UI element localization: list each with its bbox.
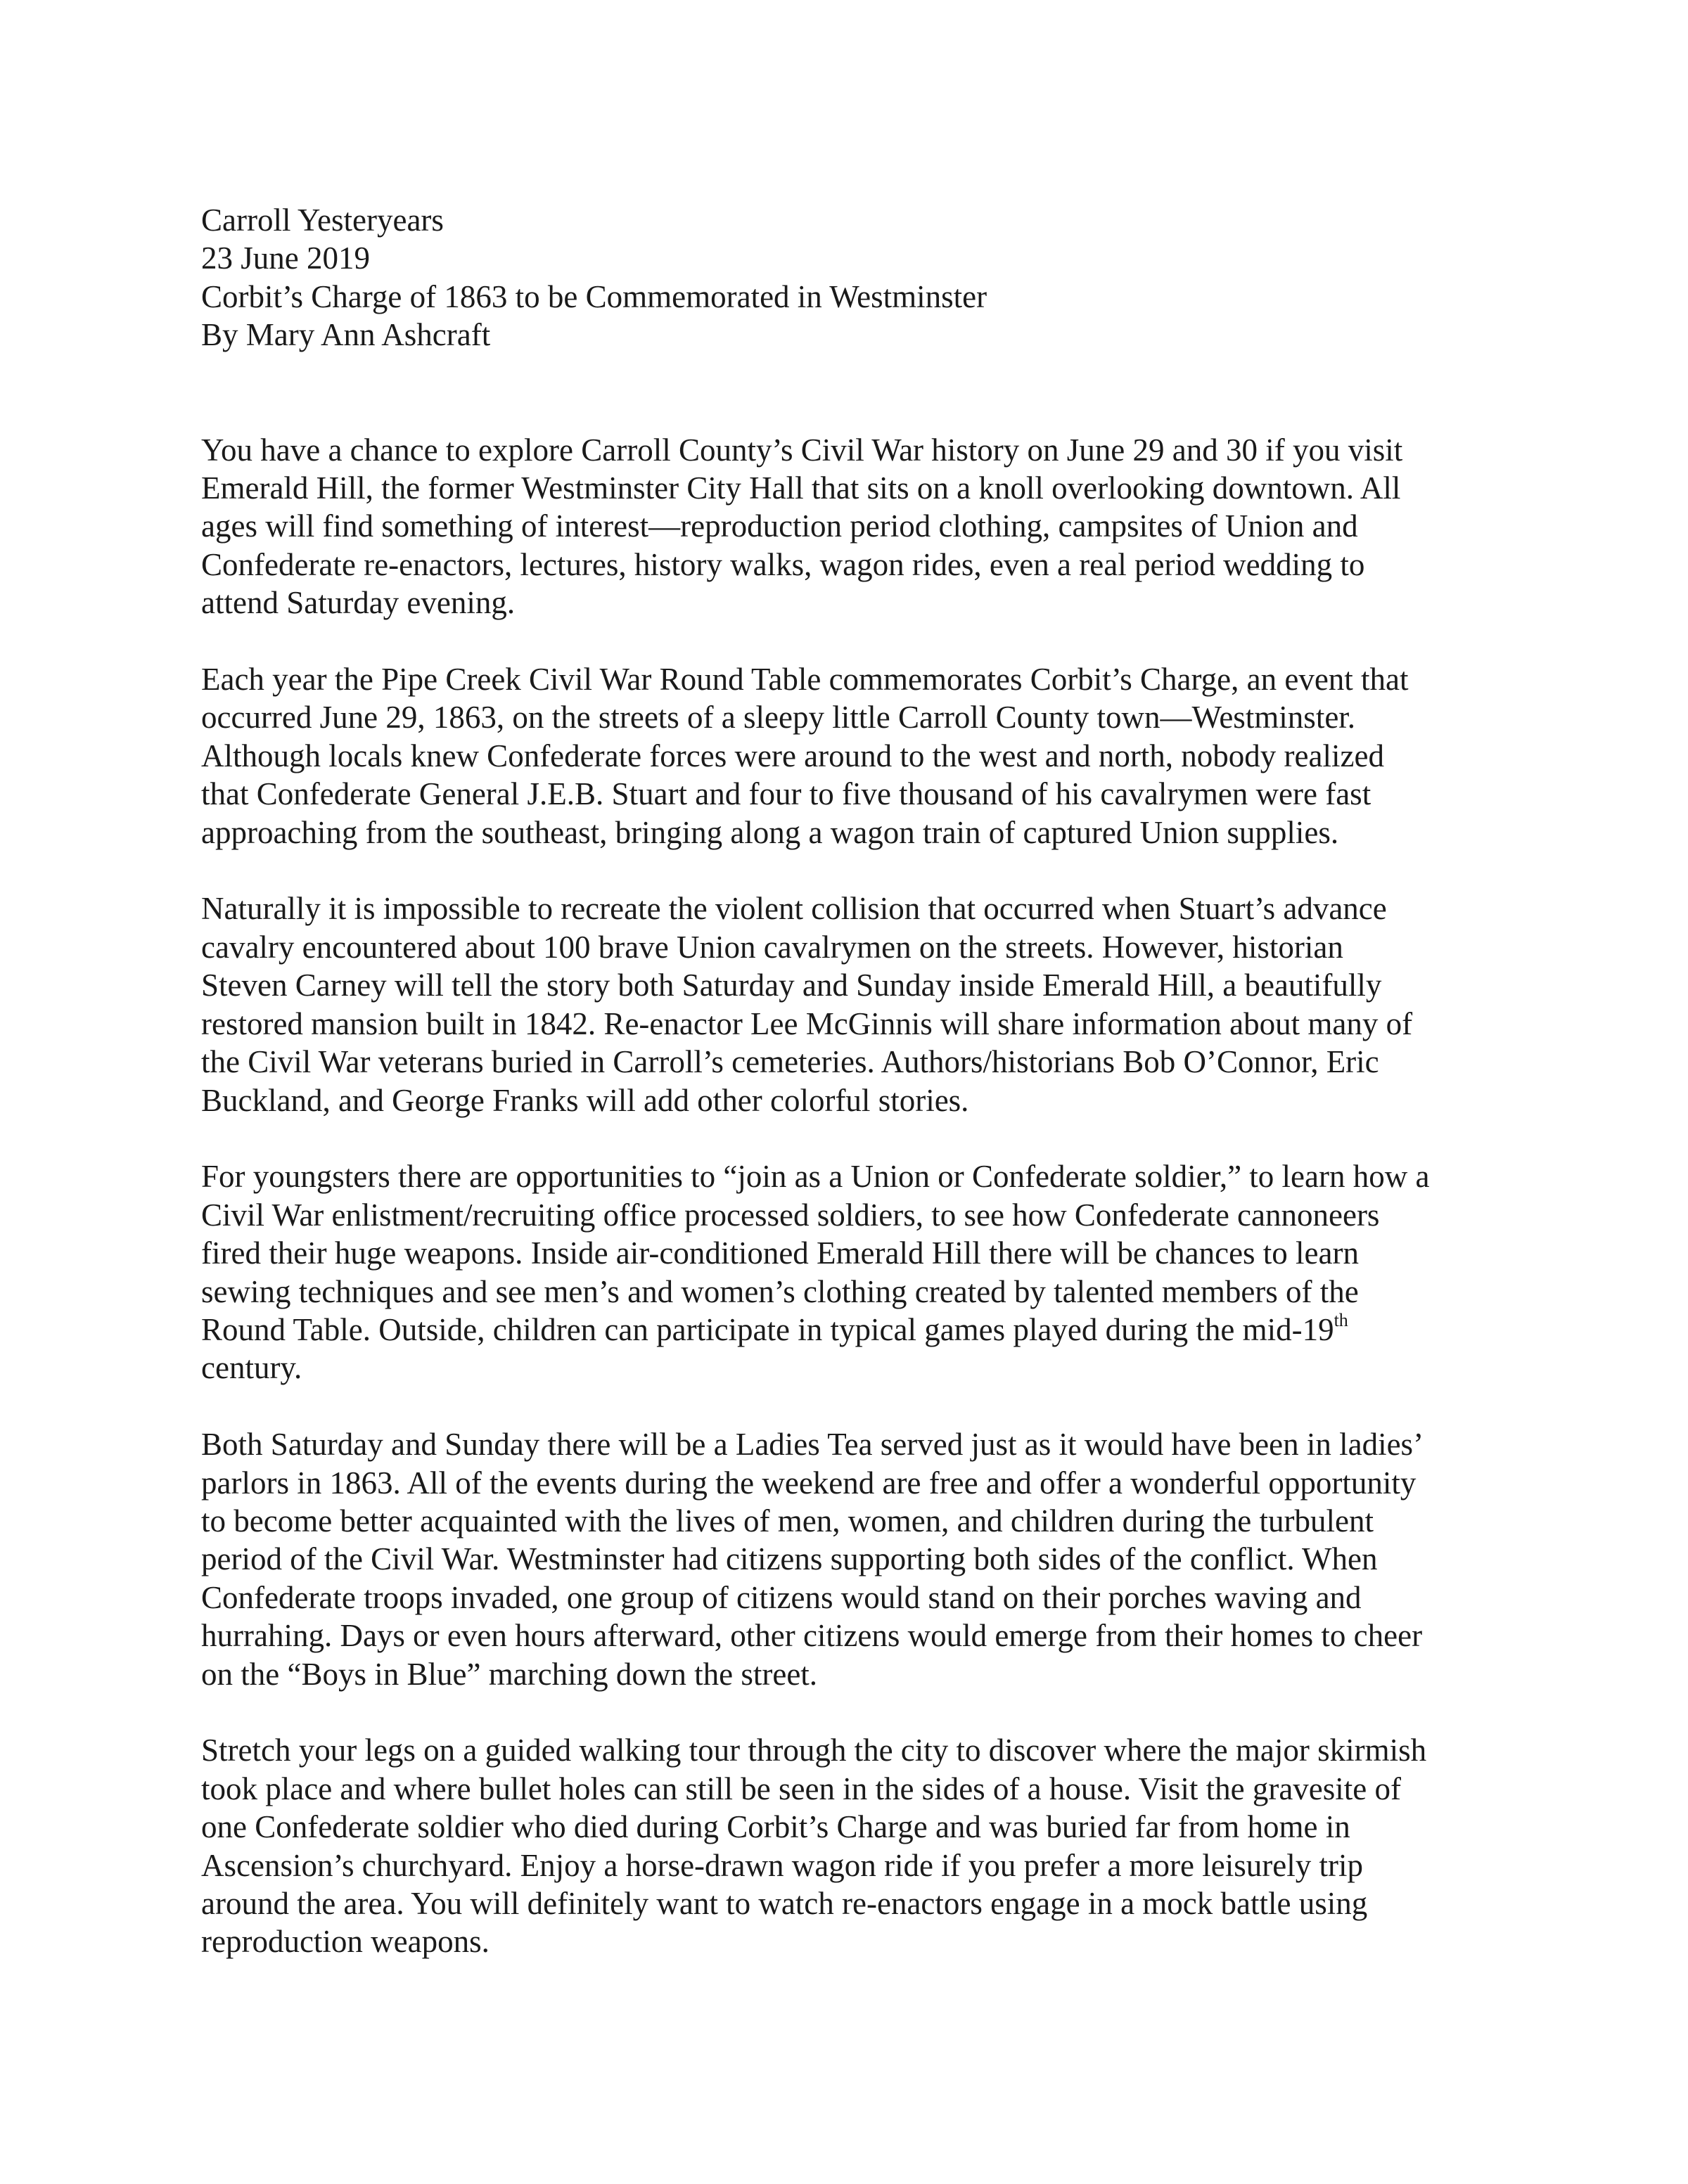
article-text bbox=[201, 431, 1509, 1961]
paragraph-intro: You have a chance to explore Carroll County’s Civil War history on June 29 and 30 if you visit Emerald Hill, the former Westminster City Hall that sits on a knoll overlooking downtown. All ages will find something of interest—reproduction period clothing, campsites of Union and Confederate re-enactors, lectures, history walks, wagon rides, even a real period wedding to attend Saturday evening. bbox=[201, 432, 1403, 621]
paragraph-round-table: Each year the Pipe Creek Civil War Round Table commemorates Corbit’s Charge, an event that occurred June 29, 1863, on the streets of a sleepy little Carroll County town—Westminster. Although locals knew Confederate forces were around to the west and north, nobody realized that Confederate General J.E.B. Stuart and four to five thousand of his cavalrymen were fast approaching from the southeast, bringing along a wagon train of captured Union supplies. bbox=[201, 662, 1409, 850]
paragraph-ladies-tea: Both Saturday and Sunday there will be a Ladies Tea served just as it would have been in ladies’ parlors in 1863. All of the events during the weekend are free and offer a wonderful opportunity to become better acquainted with the lives of men, women, and children during the turbulent period of the Civil War. Westminster had citizens supporting both sides of the conflict. When Confederate troops invaded, one group of citizens would stand on their porches waving and hurrahing. Days or even hours afterward, other citizens would emerge from their homes to cheer on the “Boys in Blue” marching down the street. bbox=[201, 1427, 1424, 1692]
paragraph-youngsters-end: century. bbox=[201, 1350, 302, 1386]
byline: By Mary Ann Ashcraft bbox=[201, 317, 491, 353]
paragraph-walking-tour: Stretch your legs on a guided walking tour through the city to discover where the major skirmish took place and where bullet holes can still be seen in the sides of a house. Visit the gravesite of one Confederate soldier who died during Corbit’s Charge and was buried far from home in Ascension’s churchyard. Enjoy a horse-drawn wagon ride if you prefer a more leisurely trip around the area. You will definitely want to watch re-enactors engage in a mock battle using reproduction weapons. bbox=[201, 1733, 1427, 1960]
paragraph-youngsters bbox=[201, 1157, 1509, 1387]
column-name: Carroll Yesteryears bbox=[201, 203, 444, 238]
paragraph-youngsters-text: For youngsters there are opportunities to “join as a Union or Confederate soldier,” to learn how a Civil War enlistment/recruiting office processed soldiers, to see how Confederate cannoneers fired their huge weapons. Inside air-conditioned Emerald Hill there will be chances to learn sewing techniques and see men’s and women’s clothing created by talented members of the Round Table. Outside, children can participate in typical games played during the mid-19 bbox=[201, 1159, 1430, 1347]
publication-date: 23 June 2019 bbox=[201, 240, 370, 276]
paragraph-historians: Naturally it is impossible to recreate the violent collision that occurred when Stuart’s advance cavalry encountered about 100 brave Union cavalrymen on the streets. However, historian Steven Carney will tell the story both Saturday and Sunday inside Emerald Hill, a beautifully restored mansion built in 1842. Re-enactor Lee McGinnis will share information about many of the Civil War veterans buried in Carroll’s cemeteries. Authors/historians Bob O’Connor, Eric Buckland, and George Franks will add other colorful stories. bbox=[201, 891, 1413, 1118]
article-body bbox=[201, 201, 1509, 1961]
article-title: Corbit’s Charge of 1863 to be Commemorated in Westminster bbox=[201, 278, 987, 314]
ordinal-superscript: th bbox=[1334, 1309, 1348, 1330]
article-header bbox=[201, 201, 1509, 354]
